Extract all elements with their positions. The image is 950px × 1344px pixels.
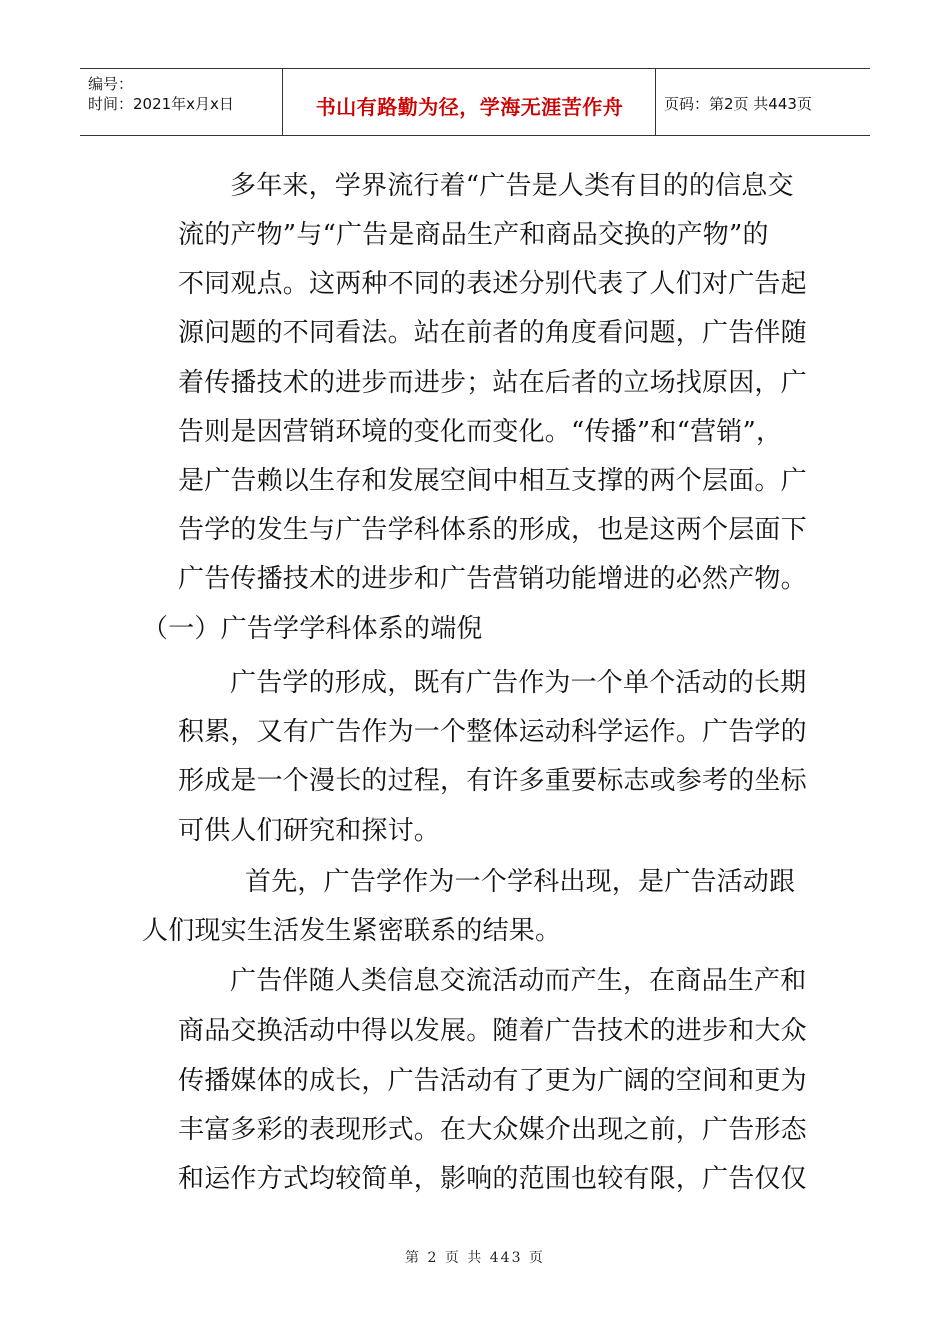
document-header <box>80 68 870 136</box>
header-left-cell <box>80 69 283 135</box>
body-line: 广告伴随人类信息交流活动而产生，在商品生产和 <box>230 966 807 996</box>
section-heading: （一）广告学学科体系的端倪 <box>142 614 483 644</box>
body-line: 多年来，学界流行着“广告是人类有目的的信息交 <box>230 171 794 201</box>
body-line: 商品交换活动中得以发展。随着广告技术的进步和大众 <box>178 1016 807 1046</box>
body-line: 积累，又有广告作为一个整体运动科学运作。广告学的 <box>178 717 807 747</box>
page-footer: 第 2 页 共 443 页 <box>405 1250 545 1266</box>
body-line: 人们现实生活发生紧密联系的结果。 <box>142 916 562 946</box>
body-line: 源问题的不同看法。站在前者的角度看问题，广告伴随 <box>178 318 807 348</box>
body-line: 告则是因营销环境的变化而变化。“传播”和“营销”， <box>178 417 783 447</box>
document-number-label: 编号： <box>88 75 134 93</box>
body-line: 不同观点。这两种不同的表述分别代表了人们对广告起 <box>178 269 807 299</box>
body-line: 广告传播技术的进步和广告营销功能增进的必然产物。 <box>178 564 807 594</box>
header-right-cell <box>656 69 870 135</box>
document-time-label: 时间：2021年x月x日 <box>88 95 234 113</box>
body-line: 形成是一个漫长的过程，有许多重要标志或参考的坐标 <box>178 766 807 796</box>
body-line: 广告学的形成，既有广告作为一个单个活动的长期 <box>230 668 807 698</box>
header-middle-cell <box>283 69 656 135</box>
body-line: 丰富多彩的表现形式。在大众媒介出现之前，广告形态 <box>178 1115 807 1145</box>
header-page-info: 页码：第2页 共443页 <box>664 95 812 113</box>
body-line: 告学的发生与广告学科体系的形成，也是这两个层面下 <box>178 515 807 545</box>
body-line: 流的产物”与“广告是商品生产和商品交换的产物”的 <box>178 220 769 250</box>
body-line: 可供人们研究和探讨。 <box>178 816 441 846</box>
body-line: 传播媒体的成长，广告活动有了更为广阔的空间和更为 <box>178 1066 807 1096</box>
body-line: 首先，广告学作为一个学科出现，是广告活动跟 <box>245 867 796 897</box>
body-line: 着传播技术的进步而进步；站在后者的立场找原因，广 <box>178 368 807 398</box>
body-line: 和运作方式均较简单，影响的范围也较有限，广告仅仅 <box>178 1164 807 1194</box>
body-line: 是广告赖以生存和发展空间中相互支撑的两个层面。广 <box>178 466 807 496</box>
header-motto: 书山有路勤为径，学海无涯苦作舟 <box>315 95 624 119</box>
